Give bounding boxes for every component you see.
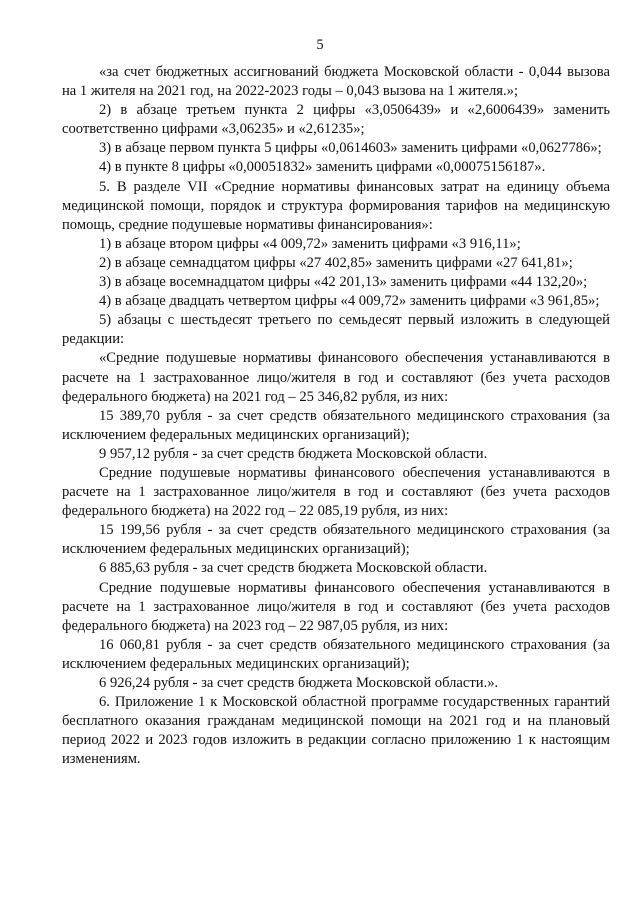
paragraph-sub-2: 2) в абзаце семнадцатом цифры «27 402,85» заменить цифрами «27 641,81»; — [99, 254, 573, 271]
paragraph-oms-2023: 16 060,81 рубля - за счет средств обязательного медицинского страхования (за исключением федеральных медицинских организаций); — [62, 636, 610, 672]
paragraph-item-4: 4) в пункте 8 цифры «0,00051832» заменить цифрами «0,00075156187». — [99, 159, 546, 176]
document-body — [62, 63, 610, 769]
paragraph-item-3: 3) в абзаце первом пункта 5 цифры «0,0614603» заменить цифрами «0,0627786»; — [99, 140, 602, 157]
paragraph-sub-5: 5) абзацы с шестьдесят третьего по семьдесят первый изложить в следующей редакции: — [62, 312, 610, 348]
paragraph-budget-2023: 6 926,24 рубля - за счет средств бюджета Московской области.». — [99, 675, 499, 691]
paragraph-budget-2021: 9 957,12 рубля - за счет средств бюджета Московской области. — [99, 445, 488, 462]
paragraph-norm-2021: «Средние подушевые нормативы финансового обеспечения устанавливаются в расчете на 1 застрахованное лицо/жителя в год и составляют (без учета расходов федерального бюджета) на 2021 год – 25 346,82 рубля, из них: — [62, 350, 610, 405]
paragraph-section-5: 5. В разделе VII «Средние нормативы финансовых затрат на единицу объема медицинской помощи, порядок и структура формирования тарифов на медицинскую помощь, средние подушевые нормативы финансирования»: — [62, 178, 610, 233]
paragraph-section-6: 6. Приложение 1 к Московской областной программе государственных гарантий бесплатного оказания гражданам медицинской помощи на 2021 год и на плановый период 2022 и 2023 годов изложить в редакции согласно приложению 1 к настоящим изменениям. — [62, 694, 610, 768]
paragraph-norm-2023: Средние подушевые нормативы финансового обеспечения устанавливаются в расчете на 1 застрахованное лицо/жителя в год и составляют (без учета расходов федерального бюджета) на 2023 год – 22 987,05 рубля, из них: — [62, 579, 610, 634]
paragraph-sub-1: 1) в абзаце втором цифры «4 009,72» заменить цифрами «3 916,11»; — [99, 235, 521, 252]
page-number: 5 — [316, 37, 324, 53]
paragraph-item-2: 2) в абзаце третьем пункта 2 цифры «3,0506439» и «2,6006439» заменить соответственно цифрами «3,06235» и «2,61235»; — [62, 102, 610, 138]
paragraph-quote-ambulance-norm: «за счет бюджетных ассигнований бюджета Московской области - 0,044 вызова на 1 жителя на 2021 год, на 2022-2023 годы – 0,043 вызова на 1 жителя.»; — [62, 64, 610, 100]
paragraph-budget-2022: 6 885,63 рубля - за счет средств бюджета Московской области. — [99, 560, 488, 577]
paragraph-norm-2022: Средние подушевые нормативы финансового обеспечения устанавливаются в расчете на 1 застрахованное лицо/жителя в год и составляют (без учета расходов федерального бюджета) на 2022 год – 22 085,19 рубля, из них: — [62, 464, 610, 520]
paragraph-sub-3: 3) в абзаце восемнадцатом цифры «42 201,13» заменить цифрами «44 132,20»; — [99, 274, 588, 291]
paragraph-oms-2022: 15 199,56 рубля - за счет средств обязательного медицинского страхования (за исключением федеральных медицинских организаций); — [62, 522, 610, 558]
paragraph-sub-4: 4) в абзаце двадцать четвертом цифры «4 009,72» заменить цифрами «3 961,85»; — [99, 293, 600, 310]
paragraph-oms-2021: 15 389,70 рубля - за счет средств обязательного медицинского страхования (за исключением федеральных медицинских организаций); — [62, 407, 610, 443]
